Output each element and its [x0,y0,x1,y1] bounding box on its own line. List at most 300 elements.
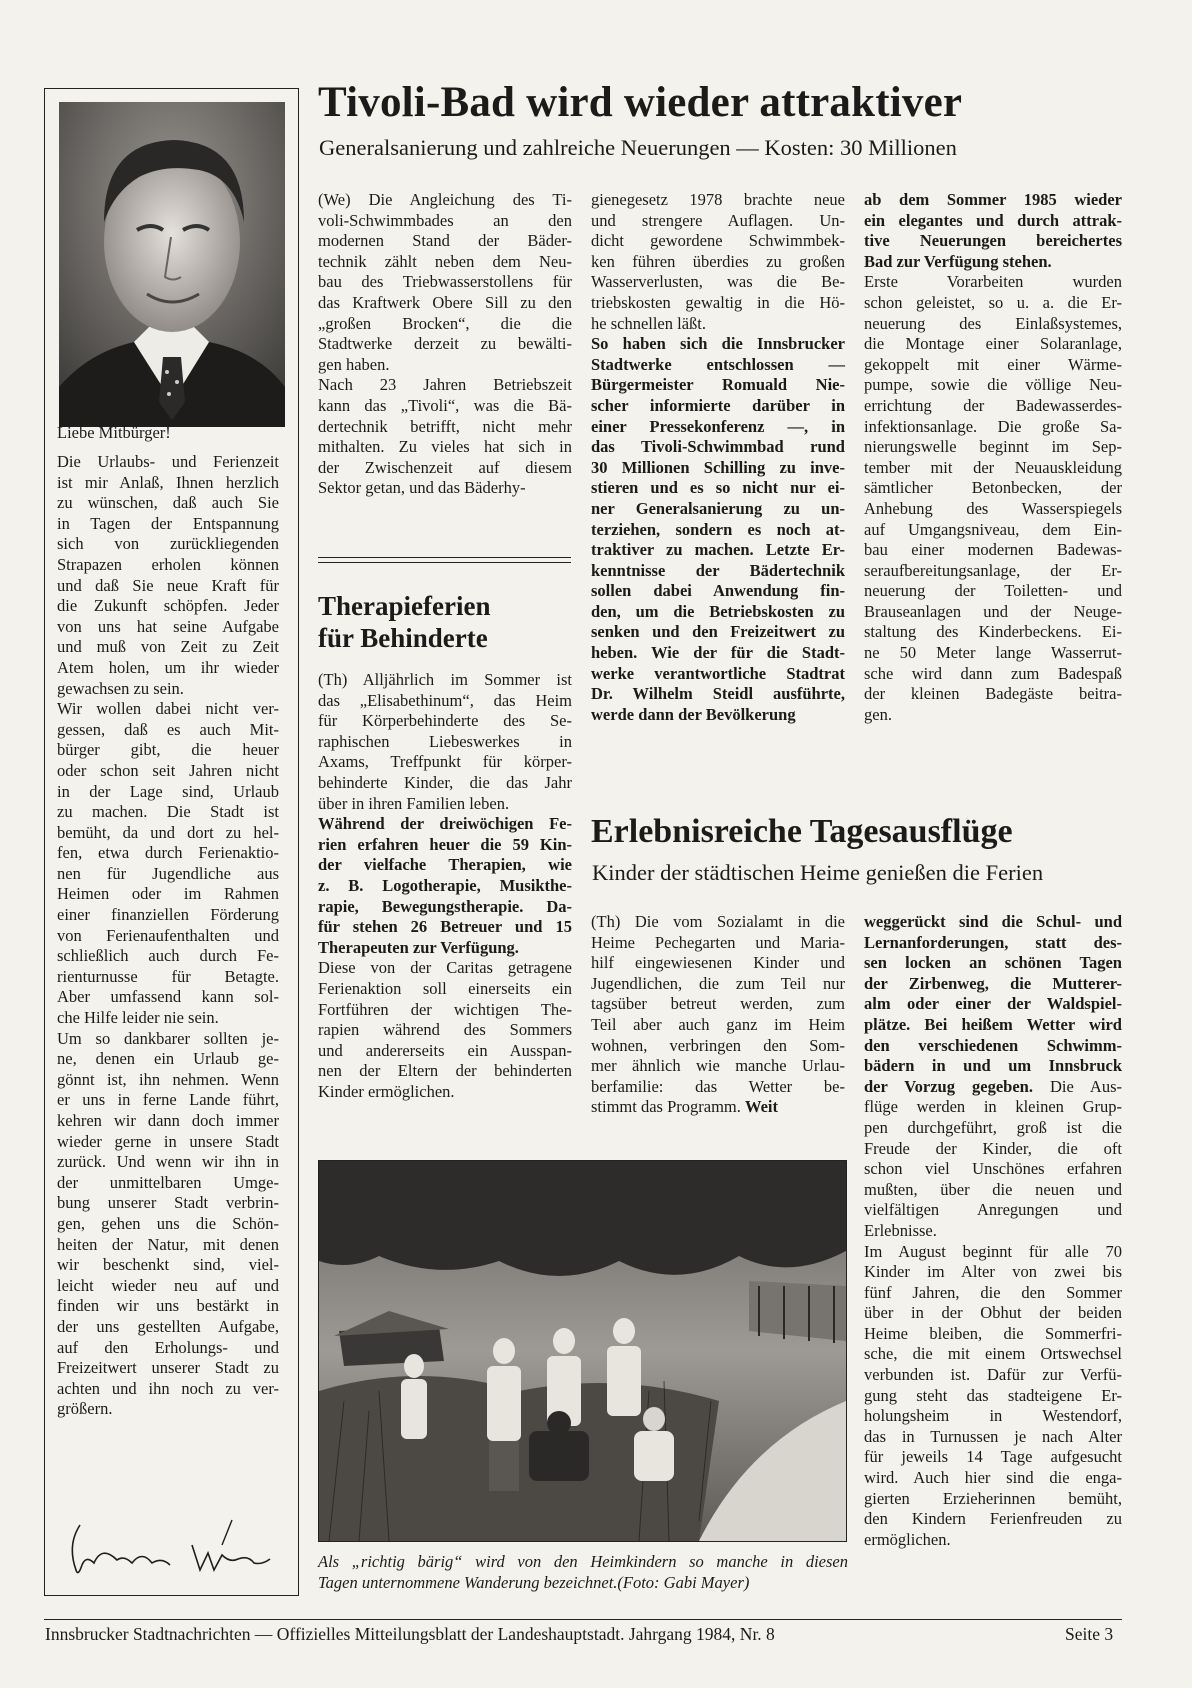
text: über in der Obhut der beiden [864,1303,1122,1323]
text: Tagen unternommene Wanderung bezeichnet.(Foto: Gabi Mayer) [318,1572,750,1592]
text: der uns gestellten Aufgabe, [57,1316,279,1336]
text: schon geleistet, so u. a. die Er- [864,292,1122,312]
text-line [318,794,572,815]
text: Erlebnisse. [864,1220,937,1240]
text-line [864,1242,1122,1263]
text-line [57,1317,279,1338]
bold-text: sollen dabei Anwendung fin- [591,581,845,601]
text-line [864,1097,1122,1118]
text: sche wird dann zum Badespaß [864,663,1122,683]
text-line [591,664,845,685]
text: der Zwischenzeit auf diesem [318,457,572,477]
text-line [57,926,279,947]
text-line [318,231,572,252]
text-line [864,1262,1122,1283]
text-line [864,252,1122,273]
text: sche, die mit einem Ortswechsel [864,1344,1122,1364]
bold-text: rien erfahren heuer die 59 Kin- [318,834,572,854]
text-line [57,514,279,535]
text-line [318,211,572,232]
text: errichtung der Badewasserdes- [864,395,1122,415]
text: und strengere Auflagen. Un- [591,210,845,230]
text-line [57,1090,279,1111]
text-line [591,912,845,933]
text-line [864,705,1122,726]
text-line [864,437,1122,458]
text: schließlich auch durch Fe- [57,946,279,966]
text-line [864,231,1122,252]
text-line [864,375,1122,396]
text-line [864,458,1122,479]
text-line [318,478,572,499]
text-line [591,478,845,499]
text-line [57,596,279,617]
text-line [318,396,572,417]
text: modernen Stand der Bäder- [318,231,572,251]
text-line [864,974,1122,995]
text-line [318,355,572,376]
text-line [57,1152,279,1173]
footer-publication: Innsbrucker Stadtnachrichten — Offizielles Mitteilungsblatt der Landeshauptstadt. Jahrgang 1984, Nr. 8 [45,1624,775,1644]
text: Wasserverlusten, was die Be- [591,272,845,292]
text-line [864,622,1122,643]
text-line [318,670,572,691]
text-line [864,1324,1122,1345]
text-line [864,994,1122,1015]
text: Jugendlichen, die zum Teil nur [591,973,845,993]
text-line [318,938,572,959]
text: für Körperbehinderte des Se- [318,711,572,731]
text: Als „richtig bärig“ wird von den Heimkindern so manche in diesen [318,1552,848,1571]
text-line [864,1221,1122,1242]
text-line [864,1056,1122,1077]
text-line [318,732,572,753]
text: gewachsen zu sein. [57,678,184,698]
mayor-portrait-photo [59,102,285,427]
text-line [57,1399,279,1420]
text: Sektor getan, und das Bäderhy- [318,478,526,498]
text-line [591,417,845,438]
text-line [318,458,572,479]
bold-text: Dr. Wilhelm Steidl ausführte, [591,684,845,704]
bold-text: Während der dreiwöchigen Fe- [318,814,572,834]
bold-text: Stadtwerke entschlossen — [591,354,845,374]
bold-text: der Zirbenweg, die Mutterer- [864,973,1122,993]
text-line [591,705,845,726]
bold-text: für stehen 26 Betreuer und 15 [318,917,572,937]
text-line [57,1111,279,1132]
text: dicht gewordene Schwimmbek- [591,231,845,251]
text: ist mir Anlaß, Ihnen herzlich [57,472,279,492]
text-line [864,1447,1122,1468]
text-line [318,958,572,979]
bold-text: Lernanforderungen, statt des- [864,932,1122,952]
text-line [591,1015,845,1036]
text-line [318,1061,572,1082]
text-line [864,643,1122,664]
text: neuerung des Einlaßsystemes, [864,313,1122,333]
bold-text: sen locken an schönen Tagen [864,953,1122,973]
mayor-letter-text [57,452,279,1420]
text-line [591,622,845,643]
text: gekoppelt mit einer Wärme- [864,354,1122,374]
text-line [864,953,1122,974]
mayor-greeting: Liebe Mitbürger! [57,423,171,442]
text-line [57,617,279,638]
text: schon viel Unschönes erfahren [864,1159,1122,1179]
text-line [57,452,279,473]
text: auf Umgangsniveau, dem Ein- [864,519,1122,539]
text-line [591,231,845,252]
text: gen, gehen uns die Schön- [57,1213,279,1233]
text-line [57,637,279,658]
text: neuerung der Toiletten- und [864,581,1122,601]
text-line [57,905,279,926]
text-line [864,1283,1122,1304]
text-line [318,711,572,732]
text-line [57,1173,279,1194]
text: den Kindern Ferienfreuden zu [864,1509,1122,1529]
text: bau einer modernen Badewas- [864,540,1122,560]
bold-text: Therapeuten zur Verfügung. [318,937,519,957]
text-line [318,855,572,876]
text: Stadtwerke derzeit zu bewälti- [318,334,572,354]
text-line [591,252,845,273]
bold-text: ein elegantes und durch attrak- [864,210,1122,230]
text: von Ferienaufenthalten und [57,925,279,945]
text: einer finanziellen Förderung [57,905,279,925]
text-line [318,752,572,773]
text: leicht wieder neu auf und [57,1275,279,1295]
text-line [591,190,845,211]
text-line [57,843,279,864]
text-line [864,314,1122,335]
text: Kinder im Alter von zwei bis [864,1262,1122,1282]
text: Diese von der Caritas getragene [318,958,572,978]
text-line [591,334,845,355]
text: wird. Auch hier sind die enga- [864,1468,1122,1488]
text: Atem holen, um ihr wieder [57,657,279,677]
text-line [57,740,279,761]
text-line [57,1338,279,1359]
text-line [864,1118,1122,1139]
footer-divider [44,1619,1122,1620]
text: er uns in ferne Lande führt, [57,1090,279,1110]
text: für jeweils 14 Tage aufgesucht [864,1447,1122,1467]
text-line [57,884,279,905]
text-line [57,864,279,885]
text: ne 50 Meter lange Wasserrut- [864,643,1122,663]
text: achten und ihn noch zu ver- [57,1378,279,1398]
text: holungsheim in Westendorf, [864,1406,1122,1426]
text-line [864,1159,1122,1180]
text: pen durchgeführt, groß ist die [864,1117,1122,1137]
erlebnis-column-1 [591,912,845,1118]
text-line [591,375,845,396]
text: Strapazen erholen können [57,554,279,574]
text: tagsüber betreut werden, zum [591,994,845,1014]
erlebnis-column-2 [864,912,1122,1550]
text: ne, denen ein Urlaub ge- [57,1049,279,1069]
mayor-signature [62,1515,277,1585]
bold-text: weggerückt sind die Schul- und [864,912,1122,931]
text-line [318,835,572,856]
text: mithalten. Zu vieles hat sich in [318,437,572,457]
text-line [57,802,279,823]
text: flüge werden in kleinen Grup- [864,1097,1122,1117]
text: verbunden ist. Dafür zur Verfü- [864,1365,1122,1385]
text: pumpe, sowie die völlige Neu- [864,375,1122,395]
bold-text: heben. Wie der für die Stadt- [591,643,845,663]
text-line [318,272,572,293]
section-divider [318,562,571,563]
text-line [57,555,279,576]
text: oder schon seit Jahren nicht [57,760,279,780]
bold-text: rapie, Bewegungstherapie. Da- [318,896,572,916]
tivoli-column-3 [864,190,1122,725]
bold-text: kenntnisse der Bädertechnik [591,560,845,580]
text: Freude der Kinder, die oft [864,1138,1122,1158]
text-line [864,355,1122,376]
text-line [57,720,279,741]
bold-text: Bürgermeister Romuald Nie- [591,375,845,395]
text-line [57,658,279,679]
text: bürger gibt, die heuer [57,740,279,760]
text: Fortführen der wichtigen The- [318,999,572,1019]
text: Teil aber auch ganz im Heim [591,1014,845,1034]
text-line [864,561,1122,582]
text: Nach 23 Jahren Betriebszeit [318,375,572,395]
erlebnis-heading: Erlebnisreiche Tagesausflüge [591,813,1013,850]
text: Erste Vorarbeiten wurden [864,272,1122,292]
text-line [318,252,572,273]
text-line [57,1276,279,1297]
bold-text: senken und den Freizeitwert zu [591,622,845,642]
text-line [864,499,1122,520]
text-line [57,1049,279,1070]
text-line [864,1200,1122,1221]
bold-text: z. B. Logotherapie, Musikthe- [318,875,572,895]
erlebnis-subheading: Kinder der städtischen Heime genießen die Ferien [592,860,1044,885]
bold-text: ner Generalsanierung zu un- [591,498,845,518]
text-line [864,1530,1122,1551]
text-line [318,375,572,396]
bold-text: tive Neuerungen bereichertes [864,231,1122,251]
text-line [864,540,1122,561]
text: Heime Pechegarten und Maria- [591,932,845,952]
text: die Zukunft schöpfen. Jeder [57,596,279,616]
text: in Tagen der Entspannung [57,513,279,533]
text-line [318,314,572,335]
text-line [57,987,279,1008]
text-line [57,1255,279,1276]
text: von uns hat seine Aufgabe [57,616,279,636]
bold-text: traktiver zu machen. Letzte Er- [591,540,845,560]
bold-text: plätze. Bei heißem Wetter wird [864,1014,1122,1034]
text-line [57,1235,279,1256]
text-line [57,761,279,782]
text: wohnen, verbringen den Som- [591,1035,845,1055]
text-line [864,1036,1122,1057]
bold-text: den verschiedenen Schwimm- [864,1035,1122,1055]
text: ken führen überdies zu großen [591,251,845,271]
bold-text: alm oder einer der Waldspiel- [864,994,1122,1014]
text-line [57,1132,279,1153]
text-line [864,1139,1122,1160]
text: mer ähnlich wie manche Urlau- [591,1056,845,1076]
text-line [57,1214,279,1235]
text: gen haben. [318,354,390,374]
text-line [864,417,1122,438]
text-line [318,190,572,211]
text: che Hilfe leider nie sein. [57,1008,219,1028]
text: der kleinen Badegäste beitra- [864,684,1122,704]
bold-text: Weit [745,1097,778,1117]
bold-text: werke verantwortliche Stadtrat [591,663,845,683]
photo-caption [318,1551,848,1592]
text-line [591,293,845,314]
text-line [864,1509,1122,1530]
text-line [57,699,279,720]
tivoli-column-1 [318,190,572,499]
text-line [864,1303,1122,1324]
text-line [318,917,572,938]
text-line [318,814,572,835]
text-line [318,897,572,918]
text: gen. [864,704,892,724]
text-line [591,933,845,954]
text: bau des Triebwasserstollens für [318,272,572,292]
text: wir beschenkt sind, viel- [57,1255,279,1275]
text-line [318,1000,572,1021]
text: nen für Jugendliche aus [57,863,279,883]
text-line [57,1379,279,1400]
text: fünf Jahren, die den Sommer [864,1282,1122,1302]
bold-text: So haben sich die Innsbrucker [591,334,845,354]
text: über in ihren Familien leben. [318,793,510,813]
children-hiking-photo [318,1160,847,1542]
text: (Th) Alljährlich im Sommer ist [318,670,572,689]
text-line [591,314,845,335]
text: raphischen Liebeswerkes in [318,731,572,751]
text-line [57,1029,279,1050]
text: Axams, Treffpunkt für körper- [318,752,572,772]
text-line [57,493,279,514]
bold-text: der vielfache Therapien, wie [318,855,572,875]
subheadline: Generalsanierung und zahlreiche Neuerungen — Kosten: 30 Millionen [319,135,957,160]
text: behinderte Kinder, die das Jahr [318,772,572,792]
text-line [318,979,572,1000]
text-line [591,1036,845,1057]
text: ermöglichen. [864,1529,951,1549]
text: gessen, daß es auch Mit- [57,719,279,739]
text-line [57,576,279,597]
text-line [864,190,1122,211]
text: Heimen oder im Rahmen [57,884,279,904]
text-line [864,334,1122,355]
text-line [318,334,572,355]
text-line [864,912,1122,933]
text: das Kraftwerk Obere Sill zu den [318,292,572,312]
bold-text: bädern in und um Innsbruck [864,1056,1122,1076]
text-line [318,1020,572,1041]
text: nierungswelle beginnt im Sep- [864,437,1122,457]
text-line [591,953,845,974]
text-line [864,1015,1122,1036]
page-number: Seite 3 [1065,1624,1114,1644]
text: größern. [57,1399,113,1419]
therapie-heading: Therapieferien für Behinderte [318,591,491,653]
text: Um so dankbarer sollten je- [57,1028,279,1048]
text: Aber umfassend kann sol- [57,987,279,1007]
text-line [57,534,279,555]
text: finden wir uns bestärkt in [57,1296,279,1316]
text-line [318,1041,572,1062]
text-line [57,679,279,700]
text: Im August beginnt für alle 70 [864,1241,1122,1261]
text-line [591,602,845,623]
text: die Montage einer Solaranlage, [864,334,1122,354]
text: bung unserer Stadt verbrin- [57,1193,279,1213]
text-line [318,773,572,794]
text-line [864,602,1122,623]
text: der unmittelbaren Umge- [57,1172,279,1192]
text: das in Turnussen je nach Alter [864,1426,1122,1446]
text-line [864,1344,1122,1365]
text: stimmt das Programm. [591,1097,745,1117]
text-line [864,684,1122,705]
text: tember mit der Neuauskleidung [864,457,1122,477]
text: und muß von Zeit zu Zeit [57,637,279,657]
text-line [318,293,572,314]
text-line [864,1427,1122,1448]
text: rienturnusse für Betagte. [57,966,279,986]
text-line [591,581,845,602]
text: kann das „Tivoli“, was die Bä- [318,395,572,415]
bold-text: stieren und es so nicht nur ei- [591,478,845,498]
text-line [591,272,845,293]
text-line [864,933,1122,954]
text-line [864,581,1122,602]
text-line [318,437,572,458]
text: heiten der Natur, mit denen [57,1234,279,1254]
text-line [864,1077,1122,1098]
text-line [591,458,845,479]
text-line [864,1180,1122,1201]
text-line [591,437,845,458]
text-line [864,478,1122,499]
text: auf den Erholungs- und [57,1337,279,1357]
text-line [591,561,845,582]
text-line [864,664,1122,685]
text: (Th) Die vom Sozialamt in die [591,912,845,931]
text-line [57,1008,279,1029]
text: wieder gerne in unsere Stadt [57,1131,279,1151]
text-line [591,499,845,520]
text-line [57,967,279,988]
text-line [57,1070,279,1091]
text-line [864,1386,1122,1407]
text-line [57,946,279,967]
text: triebskosten gewaltig in die Hö- [591,292,845,312]
text-line [591,396,845,417]
text: Die Urlaubs- und Ferienzeit [57,452,279,471]
text-line [57,1193,279,1214]
text-line [57,782,279,803]
bold-text: ab dem Sommer 1985 wieder [864,190,1122,209]
text: sämtlicher Betonbecken, der [864,478,1122,498]
text-line [864,520,1122,541]
